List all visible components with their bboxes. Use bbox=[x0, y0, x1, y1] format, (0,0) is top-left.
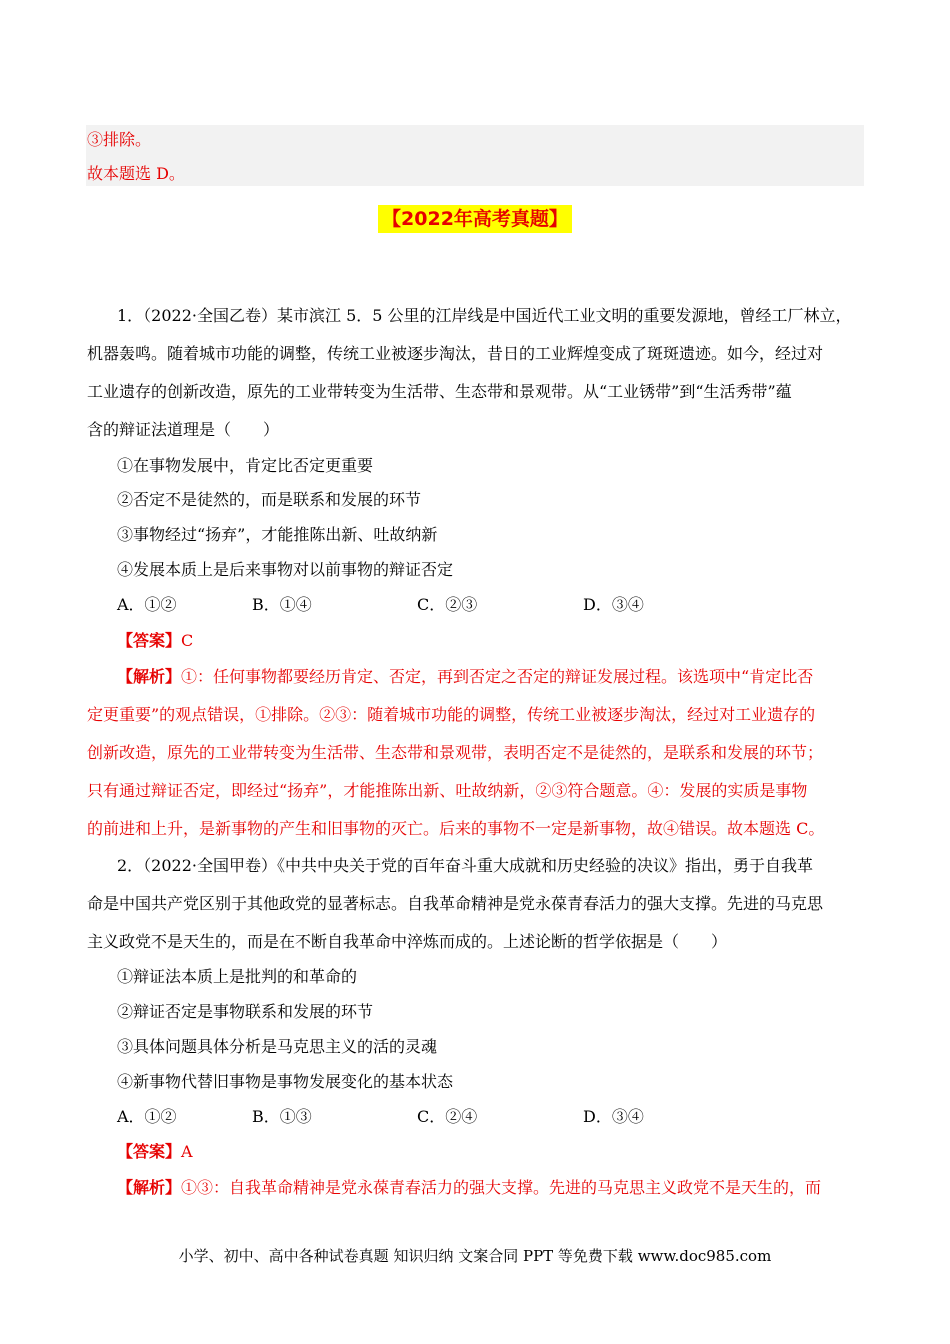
q1-item-4: ④发展本质上是后来事物对以前事物的辩证否定 bbox=[117, 560, 454, 579]
q1-item-1: ①在事物发展中，肯定比否定更重要 bbox=[117, 456, 374, 475]
q1-answer bbox=[117, 631, 193, 651]
q1-stem-line-3: 工业遗存的创新改造，原先的工业带转变为生活带、生态带和景观带。从“工业锈带”到“生活秀带”蕴 bbox=[87, 382, 792, 401]
q2-stem-line-1: 2．（2022·全国甲卷）《中共中央关于党的百年奋斗重大成就和历史经验的决议》指出，勇于自我革 bbox=[117, 856, 813, 875]
previous-answer-line-1: ③排除。 bbox=[87, 130, 152, 149]
q1-option-c: C．②③ bbox=[417, 595, 478, 614]
q2-answer-label: 【答案】 bbox=[117, 1142, 182, 1161]
section-title: 【2022年高考真题】 bbox=[378, 205, 572, 233]
q1-item-2: ②否定不是徒然的，而是联系和发展的环节 bbox=[117, 490, 422, 509]
q1-item-3: ③事物经过“扬弃”，才能推陈出新、吐故纳新 bbox=[117, 525, 438, 544]
q1-option-a: A．①② bbox=[117, 595, 177, 614]
q1-analysis-label: 【解析】 bbox=[117, 667, 182, 686]
q1-stem-line-2: 机器轰鸣。随着城市功能的调整，传统工业被逐步淘汰，昔日的工业辉煌变成了斑斑遗迹。如今，经过对 bbox=[87, 344, 824, 363]
q2-answer bbox=[117, 1142, 193, 1162]
page-footer: 小学、初中、高中各种试卷真题 知识归纳 文案合同 PPT 等免费下载 www.doc985.com bbox=[178, 1247, 772, 1265]
q2-option-d: D．③④ bbox=[583, 1107, 644, 1126]
q2-option-c: C．②④ bbox=[417, 1107, 478, 1126]
previous-answer-box bbox=[86, 125, 864, 186]
q1-analysis-line-1 bbox=[117, 667, 813, 687]
q2-option-b: B．①③ bbox=[252, 1107, 312, 1126]
q2-stem-line-3: 主义政党不是天生的，而是在不断自我革命中淬炼而成的。上述论断的哲学依据是（ ） bbox=[87, 932, 728, 951]
q1-answer-value: C bbox=[181, 631, 194, 650]
q1-analysis-text-1: ①：任何事物都要经历肯定、否定，再到否定之否定的辩证发展过程。该选项中“肯定比否 bbox=[181, 667, 814, 686]
q1-analysis-line-4: 只有通过辩证否定，即经过“扬弃”，才能推陈出新、吐故纳新，②③符合题意。④：发展的实质是事物 bbox=[87, 781, 808, 800]
q2-option-a: A．①② bbox=[117, 1107, 177, 1126]
section-title-wrap bbox=[0, 205, 950, 233]
q2-item-1: ①辩证法本质上是批判的和革命的 bbox=[117, 967, 358, 986]
previous-answer-line-2: 故本题选 D。 bbox=[87, 164, 185, 183]
q1-option-d: D．③④ bbox=[583, 595, 644, 614]
q2-item-4: ④新事物代替旧事物是事物发展变化的基本状态 bbox=[117, 1072, 454, 1091]
q1-analysis-line-2: 定更重要”的观点错误，①排除。②③：随着城市功能的调整，传统工业被逐步淘汰，经过对工业遗存的 bbox=[87, 705, 816, 724]
q2-answer-value: A bbox=[181, 1142, 193, 1161]
q2-item-2: ②辩证否定是事物联系和发展的环节 bbox=[117, 1002, 374, 1021]
q2-stem-line-2: 命是中国共产党区别于其他政党的显著标志。自我革命精神是党永葆青春活力的强大支撑。先进的马克思 bbox=[87, 894, 824, 913]
q1-answer-label: 【答案】 bbox=[117, 631, 182, 650]
q2-analysis-line-1 bbox=[117, 1178, 821, 1198]
q1-analysis-line-3: 创新改造，原先的工业带转变为生活带、生态带和景观带，表明否定不是徒然的，是联系和发展的环节； bbox=[87, 743, 824, 762]
q1-analysis-line-5: 的前进和上升，是新事物的产生和旧事物的灭亡。后来的事物不一定是新事物，故④错误。故本题选 C。 bbox=[87, 819, 825, 838]
q2-analysis-text-1: ①③：自我革命精神是党永葆青春活力的强大支撑。先进的马克思主义政党不是天生的，而 bbox=[181, 1178, 822, 1197]
q2-analysis-label: 【解析】 bbox=[117, 1178, 182, 1197]
q2-item-3: ③具体问题具体分析是马克思主义的活的灵魂 bbox=[117, 1037, 438, 1056]
q1-stem-line-1: 1．（2022·全国乙卷）某市滨江 5．5 公里的江岸线是中国近代工业文明的重要发源地，曾经工厂林立， bbox=[117, 306, 852, 325]
q1-stem-line-4: 含的辩证法道理是（ ） bbox=[87, 420, 280, 439]
q1-option-b: B．①④ bbox=[252, 595, 312, 614]
